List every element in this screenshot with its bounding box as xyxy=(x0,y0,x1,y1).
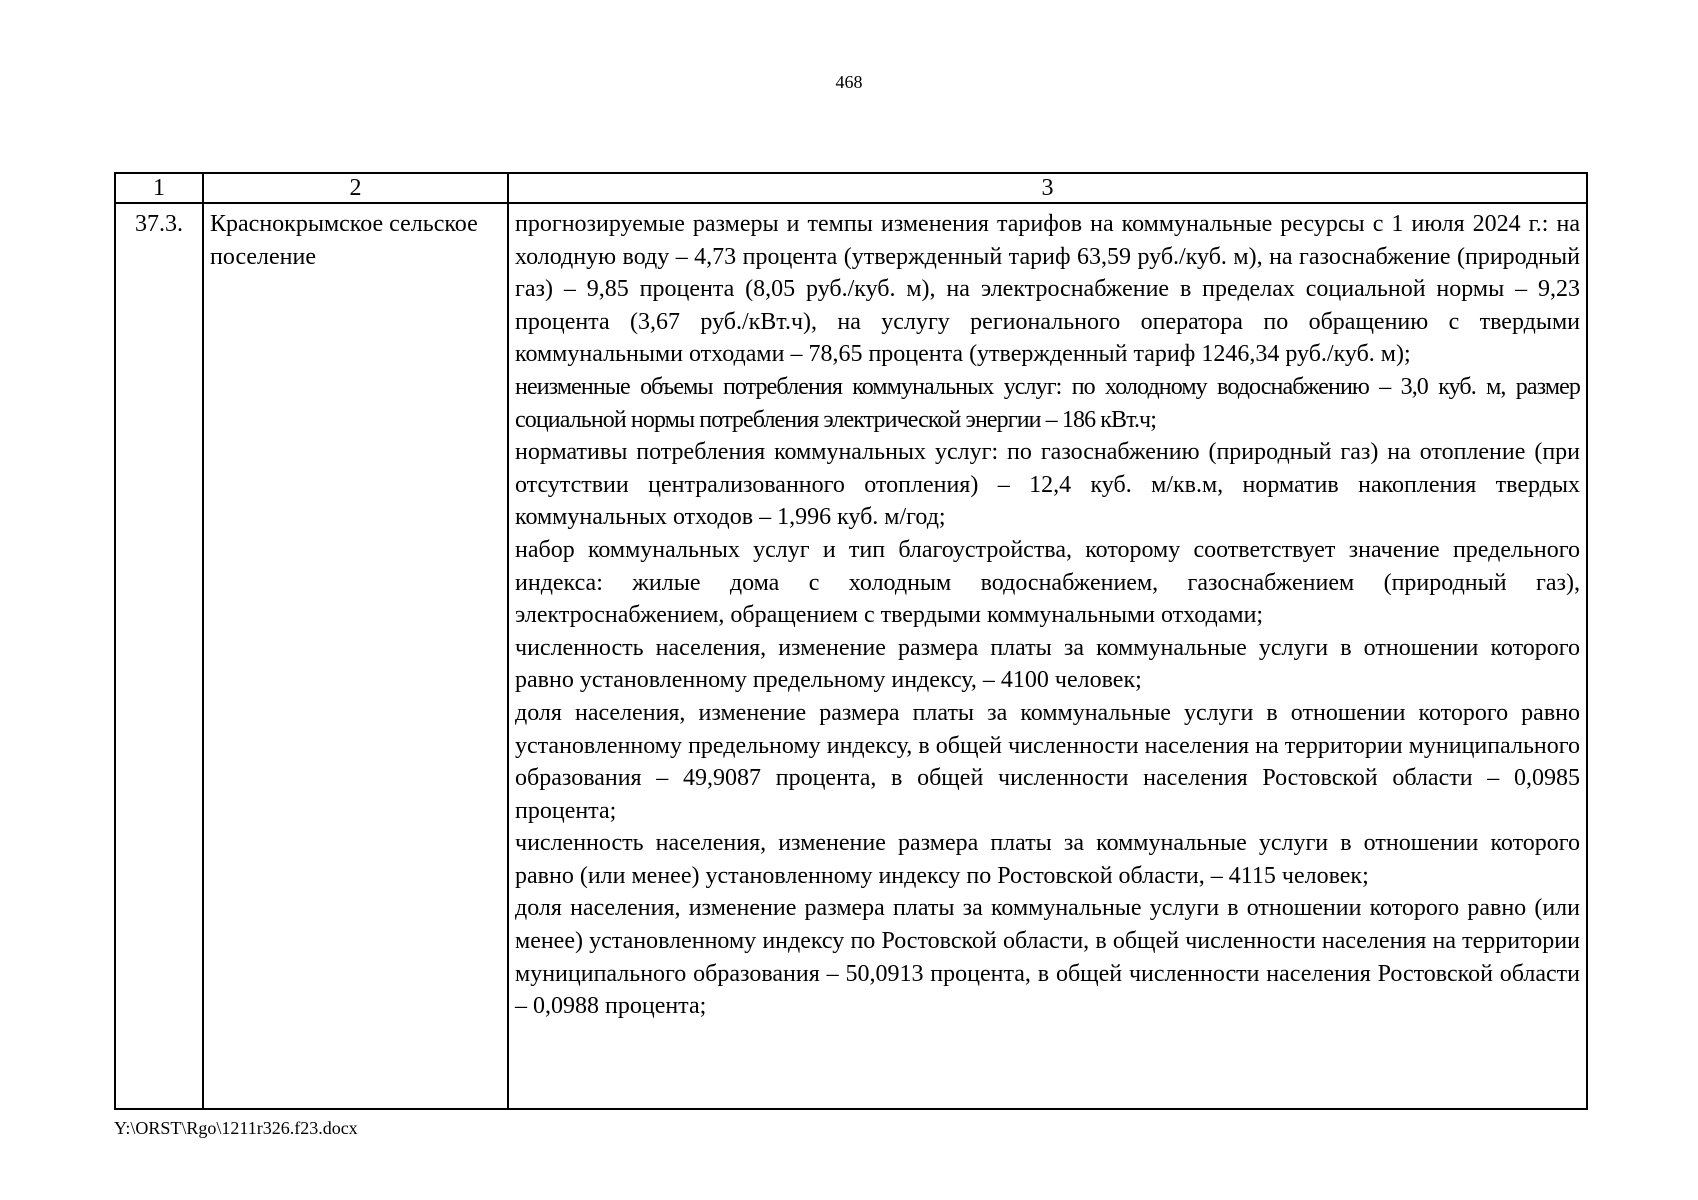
page-number: 468 xyxy=(835,72,863,92)
paragraph-volumes: неизменные объемы потребления коммунальных услуг: по холодному водоснабжению – 3,0 куб. м, размер социальной нормы потребления электрической энергии – 186 кВт.ч; xyxy=(515,373,1580,433)
footer-file-path: Y:\ORST\Rgo\1211r326.f23.docx xyxy=(114,1118,358,1138)
settlement-name: Краснокрымское сельское поселение xyxy=(203,203,508,1109)
paragraph-services-set: набор коммунальных услуг и тип благоустройства, которому соответствует значение предельного индекса: жилые дома с холодным водоснабжением, газоснабжением (природный газ), электроснабжением, обращением с твердыми коммунальными отходами; xyxy=(515,536,1580,629)
paragraph-share-less: доля населения, изменение размера платы за коммунальные услуги в отношении которого равно (или менее) установленному индексу по Ростовской области, в общей численности населения на территории муниципального образования – 50,0913 процента, в общей численности населения Ростовской области – 0,0988 процента; xyxy=(515,895,1580,1020)
tariff-table xyxy=(114,172,1588,1110)
paragraph-population-less: численность населения, изменение размера платы за коммунальные услуги в отношении которого равно (или менее) установленному индексу по Ростовской области, – 4115 человек; xyxy=(515,830,1580,889)
paragraph-tariffs: прогнозируемые размеры и темпы изменения тарифов на коммунальные ресурсы с 1 июля 2024 г.: на холодную воду – 4,73 процента (утвержденный тариф 63,59 руб./куб. м), на газоснабжение (природный газ) – 9,85 процента (8,05 руб./куб. м), на электроснабжение в пределах социальной нормы – 9,23 процента (3,67 руб./кВт.ч), на услугу регионального оператора по обращению с твердыми коммунальными отходами – 78,65 процента (утвержденный тариф 1246,34 руб./куб. м); xyxy=(515,211,1580,368)
column-header-2: 2 xyxy=(203,173,508,203)
row-number: 37.3. xyxy=(115,203,203,1109)
table-row xyxy=(115,203,1587,1109)
table-header-row xyxy=(115,173,1587,203)
column-header-1: 1 xyxy=(115,173,203,203)
paragraph-norms: нормативы потребления коммунальных услуг: по газоснабжению (природный газ) на отопление (при отсутствии централизованного отопления) – 12,4 куб. м/кв.м, норматив накопления твердых коммунальных отходов – 1,996 куб. м/год; xyxy=(515,439,1580,531)
paragraph-population-equal: численность населения, изменение размера платы за коммунальные услуги в отношении которого равно установленному предельному индексу, – 4100 человек; xyxy=(515,634,1580,694)
row-description xyxy=(508,203,1587,1109)
column-header-3: 3 xyxy=(508,173,1587,203)
paragraph-share-equal: доля населения, изменение размера платы за коммунальные услуги в отношении которого равно установленному предельному индексу, в общей численности населения на территории муниципального образования – 49,9087 процента, в общей численности населения Ростовской области – 0,0985 процента; xyxy=(515,699,1580,824)
